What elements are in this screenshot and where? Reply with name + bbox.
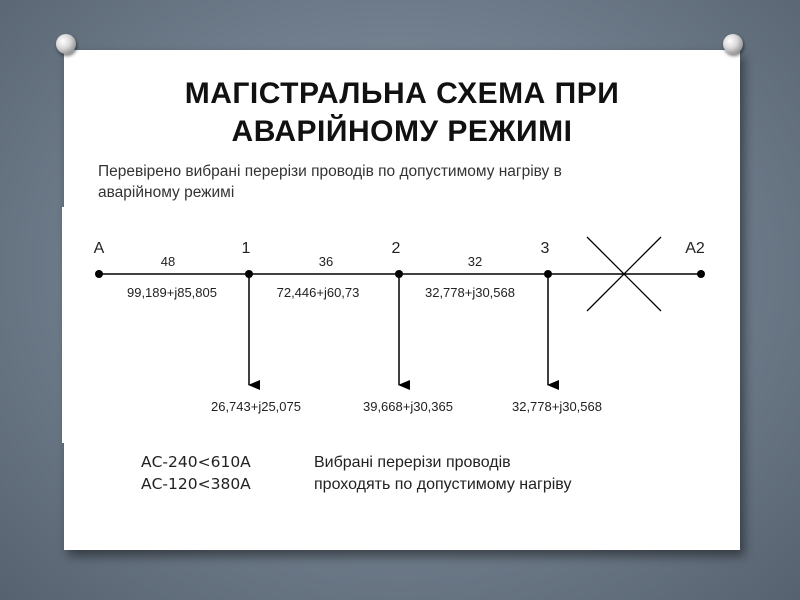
pushpin-icon	[56, 34, 76, 54]
slide-title-line-2: АВАРІЙНОМУ РЕЖИМІ	[231, 115, 573, 148]
slide-subtitle	[98, 161, 718, 203]
load-label: 26,743+j25,075	[210, 399, 302, 414]
schema-svg	[62, 207, 740, 443]
node-label: A2	[685, 240, 705, 257]
subtitle-line-1: Перевірено вибрані перерізи проводів по допустимому нагріву в	[98, 163, 562, 180]
result-note-line-1: Вибрані перерізи проводів	[314, 454, 511, 471]
node-dot	[395, 270, 403, 278]
segment-flow: 99,189+j85,805	[126, 285, 218, 300]
schema-diagram	[62, 207, 740, 443]
node-dot	[95, 270, 103, 278]
segment-length: 48	[160, 254, 176, 269]
subtitle-line-2: аварійному режимі	[98, 184, 235, 201]
pushpin-icon	[723, 34, 743, 54]
node-dot	[245, 270, 253, 278]
node-dot	[544, 270, 552, 278]
segment-flow: 72,446+j60,73	[276, 285, 360, 300]
node-label: 2	[391, 240, 401, 257]
wire-check-120: АС-120<380А	[141, 475, 251, 493]
segment-flow: 32,778+j30,568	[424, 285, 516, 300]
segment-length: 36	[318, 254, 334, 269]
node-label: 3	[540, 240, 550, 257]
node-label: A	[93, 240, 105, 257]
segment-length: 32	[467, 254, 483, 269]
node-label: 1	[241, 240, 251, 257]
wire-check-240: АС-240<610А	[141, 453, 251, 471]
load-label: 39,668+j30,365	[362, 399, 454, 414]
result-note-line-2: проходять по допустимому нагріву	[314, 476, 572, 493]
slide-title-line-1: МАГІСТРАЛЬНА СХЕМА ПРИ	[184, 77, 620, 110]
load-label: 32,778+j30,568	[511, 399, 603, 414]
node-dot	[697, 270, 705, 278]
